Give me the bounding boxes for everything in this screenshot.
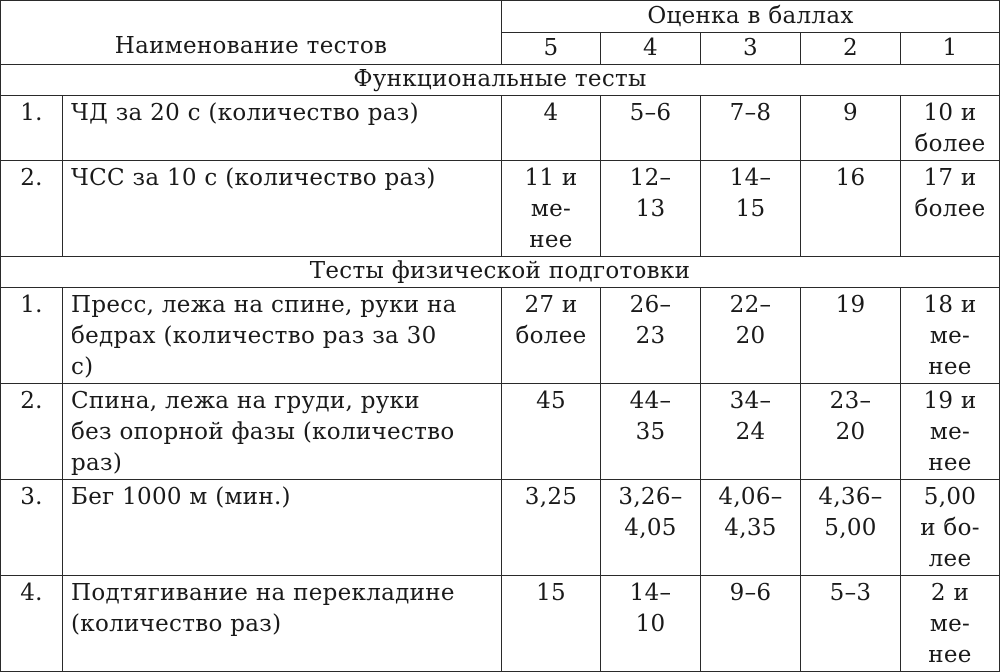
test-name: Бег 1000 м (мин.) xyxy=(63,480,502,576)
test-name: Спина, лежа на груди, руки без опорной фазы (количество раз) xyxy=(63,384,502,480)
row-number: 1. xyxy=(1,288,63,384)
score-1-value: 18 и ме- нее xyxy=(901,288,1000,384)
score-2-value: 16 xyxy=(801,161,901,257)
table-row xyxy=(1,288,1000,384)
table-row xyxy=(1,480,1000,576)
row-number: 2. xyxy=(1,161,63,257)
score-col-1: 1 xyxy=(901,33,1000,65)
score-col-4: 4 xyxy=(601,33,701,65)
section-row-physical xyxy=(1,257,1000,288)
row-number: 3. xyxy=(1,480,63,576)
score-header: Оценка в баллах xyxy=(502,1,1000,33)
score-2-value: 23– 20 xyxy=(801,384,901,480)
table-row xyxy=(1,576,1000,672)
table-row xyxy=(1,161,1000,257)
table-row xyxy=(1,96,1000,161)
score-1-value: 10 и более xyxy=(901,96,1000,161)
section-row-functional xyxy=(1,65,1000,96)
score-3-value: 22– 20 xyxy=(701,288,801,384)
score-4-value: 14– 10 xyxy=(601,576,701,672)
score-5-value: 27 и более xyxy=(502,288,601,384)
score-col-5: 5 xyxy=(502,33,601,65)
section-title: Тесты физической подготовки xyxy=(1,257,1000,288)
test-name: Пресс, лежа на спине, руки на бедрах (количество раз за 30 с) xyxy=(63,288,502,384)
row-number: 1. xyxy=(1,96,63,161)
score-1-value: 17 и более xyxy=(901,161,1000,257)
score-2-value: 9 xyxy=(801,96,901,161)
tests-name-header: Наименование тестов xyxy=(1,1,502,65)
table-row xyxy=(1,384,1000,480)
test-name: ЧД за 20 с (количество раз) xyxy=(63,96,502,161)
score-1-value: 19 и ме- нее xyxy=(901,384,1000,480)
score-2-value: 4,36– 5,00 xyxy=(801,480,901,576)
score-2-value: 5–3 xyxy=(801,576,901,672)
score-3-value: 7–8 xyxy=(701,96,801,161)
score-col-3: 3 xyxy=(701,33,801,65)
section-title: Функциональные тесты xyxy=(1,65,1000,96)
score-4-value: 3,26– 4,05 xyxy=(601,480,701,576)
header-row-top xyxy=(1,1,1000,33)
score-4-value: 44– 35 xyxy=(601,384,701,480)
row-number: 4. xyxy=(1,576,63,672)
test-name: ЧСС за 10 с (количество раз) xyxy=(63,161,502,257)
score-2-value: 19 xyxy=(801,288,901,384)
score-1-value: 2 и ме- нее xyxy=(901,576,1000,672)
score-3-value: 9–6 xyxy=(701,576,801,672)
score-5-value: 4 xyxy=(502,96,601,161)
row-number: 2. xyxy=(1,384,63,480)
score-4-value: 5–6 xyxy=(601,96,701,161)
test-name: Подтягивание на перекладине (количество раз) xyxy=(63,576,502,672)
score-4-value: 26– 23 xyxy=(601,288,701,384)
score-3-value: 4,06– 4,35 xyxy=(701,480,801,576)
score-3-value: 34– 24 xyxy=(701,384,801,480)
score-5-value: 45 xyxy=(502,384,601,480)
score-col-2: 2 xyxy=(801,33,901,65)
score-3-value: 14– 15 xyxy=(701,161,801,257)
score-1-value: 5,00 и бо- лее xyxy=(901,480,1000,576)
score-5-value: 3,25 xyxy=(502,480,601,576)
score-5-value: 15 xyxy=(502,576,601,672)
score-5-value: 11 и ме- нее xyxy=(502,161,601,257)
score-4-value: 12– 13 xyxy=(601,161,701,257)
